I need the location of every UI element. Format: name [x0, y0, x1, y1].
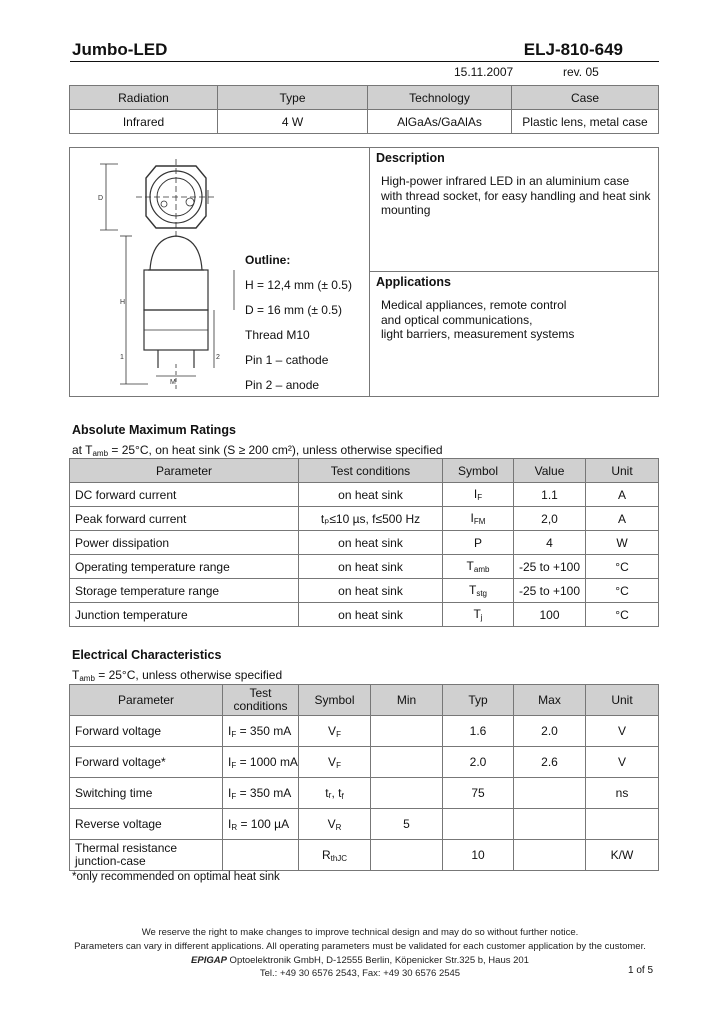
condition-cell: $I_F = 1000$ mA: [223, 747, 299, 778]
outline-line: Thread M10: [245, 328, 310, 342]
unit-cell: °C: [586, 579, 659, 603]
abs-max-row: [70, 531, 659, 555]
parameter-cell: Power dissipation: [70, 531, 299, 555]
symbol-cell: $T_j$: [443, 603, 514, 627]
condition-cell: on heat sink: [299, 603, 443, 627]
min-cell: [371, 778, 443, 809]
parameter-cell: Peak forward current: [70, 507, 299, 531]
symbol-cell: tᵣ, $t_f$: [299, 778, 371, 809]
value-cell: 2,0: [514, 507, 586, 531]
overview-header-row: [70, 86, 659, 110]
abs-max-table: [69, 458, 659, 627]
unit-cell: °C: [586, 603, 659, 627]
condition-cell: on heat sink: [299, 579, 443, 603]
condition-cell: on heat sink: [299, 531, 443, 555]
electrical-body: [70, 716, 659, 871]
overview-value-row: [70, 110, 659, 134]
unit-cell: V: [586, 716, 659, 747]
electrical-row: [70, 778, 659, 809]
condition-cell: $I_F = 350$ mA: [223, 716, 299, 747]
electrical-header: Typ: [443, 685, 514, 716]
abs-max-row: [70, 579, 659, 603]
applications-line: light barriers, measurement systems: [381, 327, 575, 341]
electrical-header: Min: [371, 685, 443, 716]
unit-cell: °C: [586, 555, 659, 579]
electrical-row: [70, 840, 659, 871]
max-cell: [514, 778, 586, 809]
electrical-row: [70, 747, 659, 778]
symbol-cell: $I_F$: [443, 483, 514, 507]
parameter-cell: Reverse voltage: [70, 809, 223, 840]
description-section: [370, 148, 658, 272]
unit-cell: V: [586, 747, 659, 778]
overview-header: Radiation: [70, 86, 218, 110]
overview-value: Plastic lens, metal case: [512, 110, 659, 134]
unit-cell: [586, 809, 659, 840]
unit-cell: ns: [586, 778, 659, 809]
parameter-cell: Thermal resistance junction-case: [70, 840, 223, 871]
condition-cell: [223, 840, 299, 871]
abs-max-conditions: at $T_{amb} = 25^\circ C$, on heat sink (S ≥ 200 cm²), unless otherwise specified: [72, 443, 443, 458]
overview-value: 4 W: [218, 110, 368, 134]
abs-max-header: Symbol: [443, 459, 514, 483]
applications-line: and optical communications,: [381, 312, 533, 327]
svg-text:2: 2: [216, 354, 220, 361]
condition-cell: on heat sink: [299, 483, 443, 507]
typ-cell: 2.0: [443, 747, 514, 778]
outline-title: Outline:: [245, 253, 291, 267]
applications-section: [370, 272, 658, 396]
min-cell: [371, 747, 443, 778]
abs-max-row: [70, 555, 659, 579]
info-right: [370, 148, 658, 396]
outline-line: H = 12,4 mm (± 0.5): [245, 278, 352, 292]
condition-cell: tₚ≤10 µs, f≤500 Hz: [299, 507, 443, 531]
footer-line: Tel.: +49 30 6576 2543, Fax: +49 30 6576 2545: [259, 968, 461, 979]
overview-header: Case: [512, 86, 659, 110]
electrical-conditions: $T_{amb} = 25^\circ C$, unless otherwise specified: [72, 668, 283, 683]
outline-line: Pin 2 – anode: [245, 378, 320, 392]
condition-cell: on heat sink: [299, 555, 443, 579]
unit-cell: K/W: [586, 840, 659, 871]
electrical-table: [69, 684, 659, 871]
info-box: [69, 147, 659, 397]
typ-cell: 10: [443, 840, 514, 871]
condition-cell: $I_R = 100$ µA: [223, 809, 299, 840]
max-cell: [514, 840, 586, 871]
overview-value: Infrared: [70, 110, 218, 134]
max-cell: 2.0: [514, 716, 586, 747]
value-cell: 100: [514, 603, 586, 627]
footer-line: We reserve the right to make changes to improve technical design and may do so without further notice.: [141, 927, 579, 938]
abs-max-header: Unit: [586, 459, 659, 483]
symbol-cell: P: [443, 531, 514, 555]
abs-max-header: Parameter: [70, 459, 299, 483]
parameter-cell: Forward voltage*: [70, 747, 223, 778]
electrical-row: [70, 716, 659, 747]
symbol-cell: $T_{stg}$: [443, 579, 514, 603]
footnote: *only recommended on optimal heat sink: [72, 871, 280, 883]
applications-heading: Applications: [376, 275, 452, 289]
outline-line: Pin 1 – cathode: [245, 353, 329, 367]
applications-line: Medical appliances, remote control: [381, 298, 567, 312]
min-cell: 5: [371, 809, 443, 840]
svg-text:H: H: [120, 299, 126, 306]
description-heading: Description: [376, 151, 445, 165]
revision: rev. 05: [563, 65, 599, 79]
parameter-cell: Storage temperature range: [70, 579, 299, 603]
symbol-cell: $R_{thJC}$: [299, 840, 371, 871]
svg-text:1: 1: [120, 354, 124, 361]
parameter-cell: Switching time: [70, 778, 223, 809]
header-rule: [70, 61, 659, 62]
electrical-header: Max: [514, 685, 586, 716]
overview-header: Technology: [368, 86, 512, 110]
symbol-cell: $T_{amb}$: [443, 555, 514, 579]
unit-cell: A: [586, 507, 659, 531]
electrical-header: Unit: [586, 685, 659, 716]
abs-max-heading: Absolute Maximum Ratings: [72, 423, 236, 437]
description-text: High-power infrared LED in an aluminium case with thread socket, for easy handling and heat sink mounting: [381, 174, 651, 217]
outline-panel: [70, 148, 370, 396]
symbol-cell: $V_R$: [299, 809, 371, 840]
overview-table: [69, 85, 659, 134]
electrical-row: [70, 809, 659, 840]
parameter-cell: Operating temperature range: [70, 555, 299, 579]
applications-text: [381, 298, 653, 342]
symbol-cell: $V_F$: [299, 716, 371, 747]
svg-text:D: D: [98, 195, 104, 202]
page-title: Jumbo-LED: [72, 40, 168, 59]
unit-cell: A: [586, 483, 659, 507]
electrical-header-row: [70, 685, 659, 716]
electrical-heading: Electrical Characteristics: [72, 648, 222, 662]
abs-max-body: [70, 483, 659, 627]
symbol-cell: $V_F$: [299, 747, 371, 778]
part-number: ELJ-810-649: [523, 40, 623, 59]
page-number: 1 of 5: [628, 965, 654, 976]
date: 15.11.2007: [454, 65, 514, 79]
unit-cell: W: [586, 531, 659, 555]
max-cell: [514, 809, 586, 840]
abs-max-header-row: [70, 459, 659, 483]
electrical-header: Symbol: [299, 685, 371, 716]
overview-header: Type: [218, 86, 368, 110]
overview-value: AlGaAs/GaAlAs: [368, 110, 512, 134]
condition-cell: $I_F = 350$ mA: [223, 778, 299, 809]
max-cell: 2.6: [514, 747, 586, 778]
led-outline-drawing: [96, 154, 236, 394]
value-cell: 1.1: [514, 483, 586, 507]
footer-line: Parameters can vary in different applications. All operating parameters must be validated for each customer application by the customer.: [74, 941, 646, 952]
abs-max-row: [70, 483, 659, 507]
value-cell: 4: [514, 531, 586, 555]
electrical-header: Parameter: [70, 685, 223, 716]
abs-max-row: [70, 507, 659, 531]
typ-cell: 75: [443, 778, 514, 809]
abs-max-row: [70, 603, 659, 627]
typ-cell: 1.6: [443, 716, 514, 747]
min-cell: [371, 716, 443, 747]
value-cell: -25 to +100: [514, 555, 586, 579]
footer-address: [0, 955, 720, 966]
svg-text:M: M: [170, 379, 176, 386]
parameter-cell: Junction temperature: [70, 603, 299, 627]
footer-line: Optoelektronik GmbH, D-12555 Berlin, Köpenicker Str.325 b, Haus 201: [226, 955, 529, 966]
abs-max-header: Test conditions: [299, 459, 443, 483]
electrical-header: Test conditions: [223, 685, 299, 716]
parameter-cell: DC forward current: [70, 483, 299, 507]
value-cell: -25 to +100: [514, 579, 586, 603]
abs-max-header: Value: [514, 459, 586, 483]
parameter-cell: Forward voltage: [70, 716, 223, 747]
footer-brand: EPIGAP: [191, 955, 227, 966]
symbol-cell: $I_{FM}$: [443, 507, 514, 531]
typ-cell: [443, 809, 514, 840]
outline-line: D = 16 mm (± 0.5): [245, 303, 342, 317]
min-cell: [371, 840, 443, 871]
